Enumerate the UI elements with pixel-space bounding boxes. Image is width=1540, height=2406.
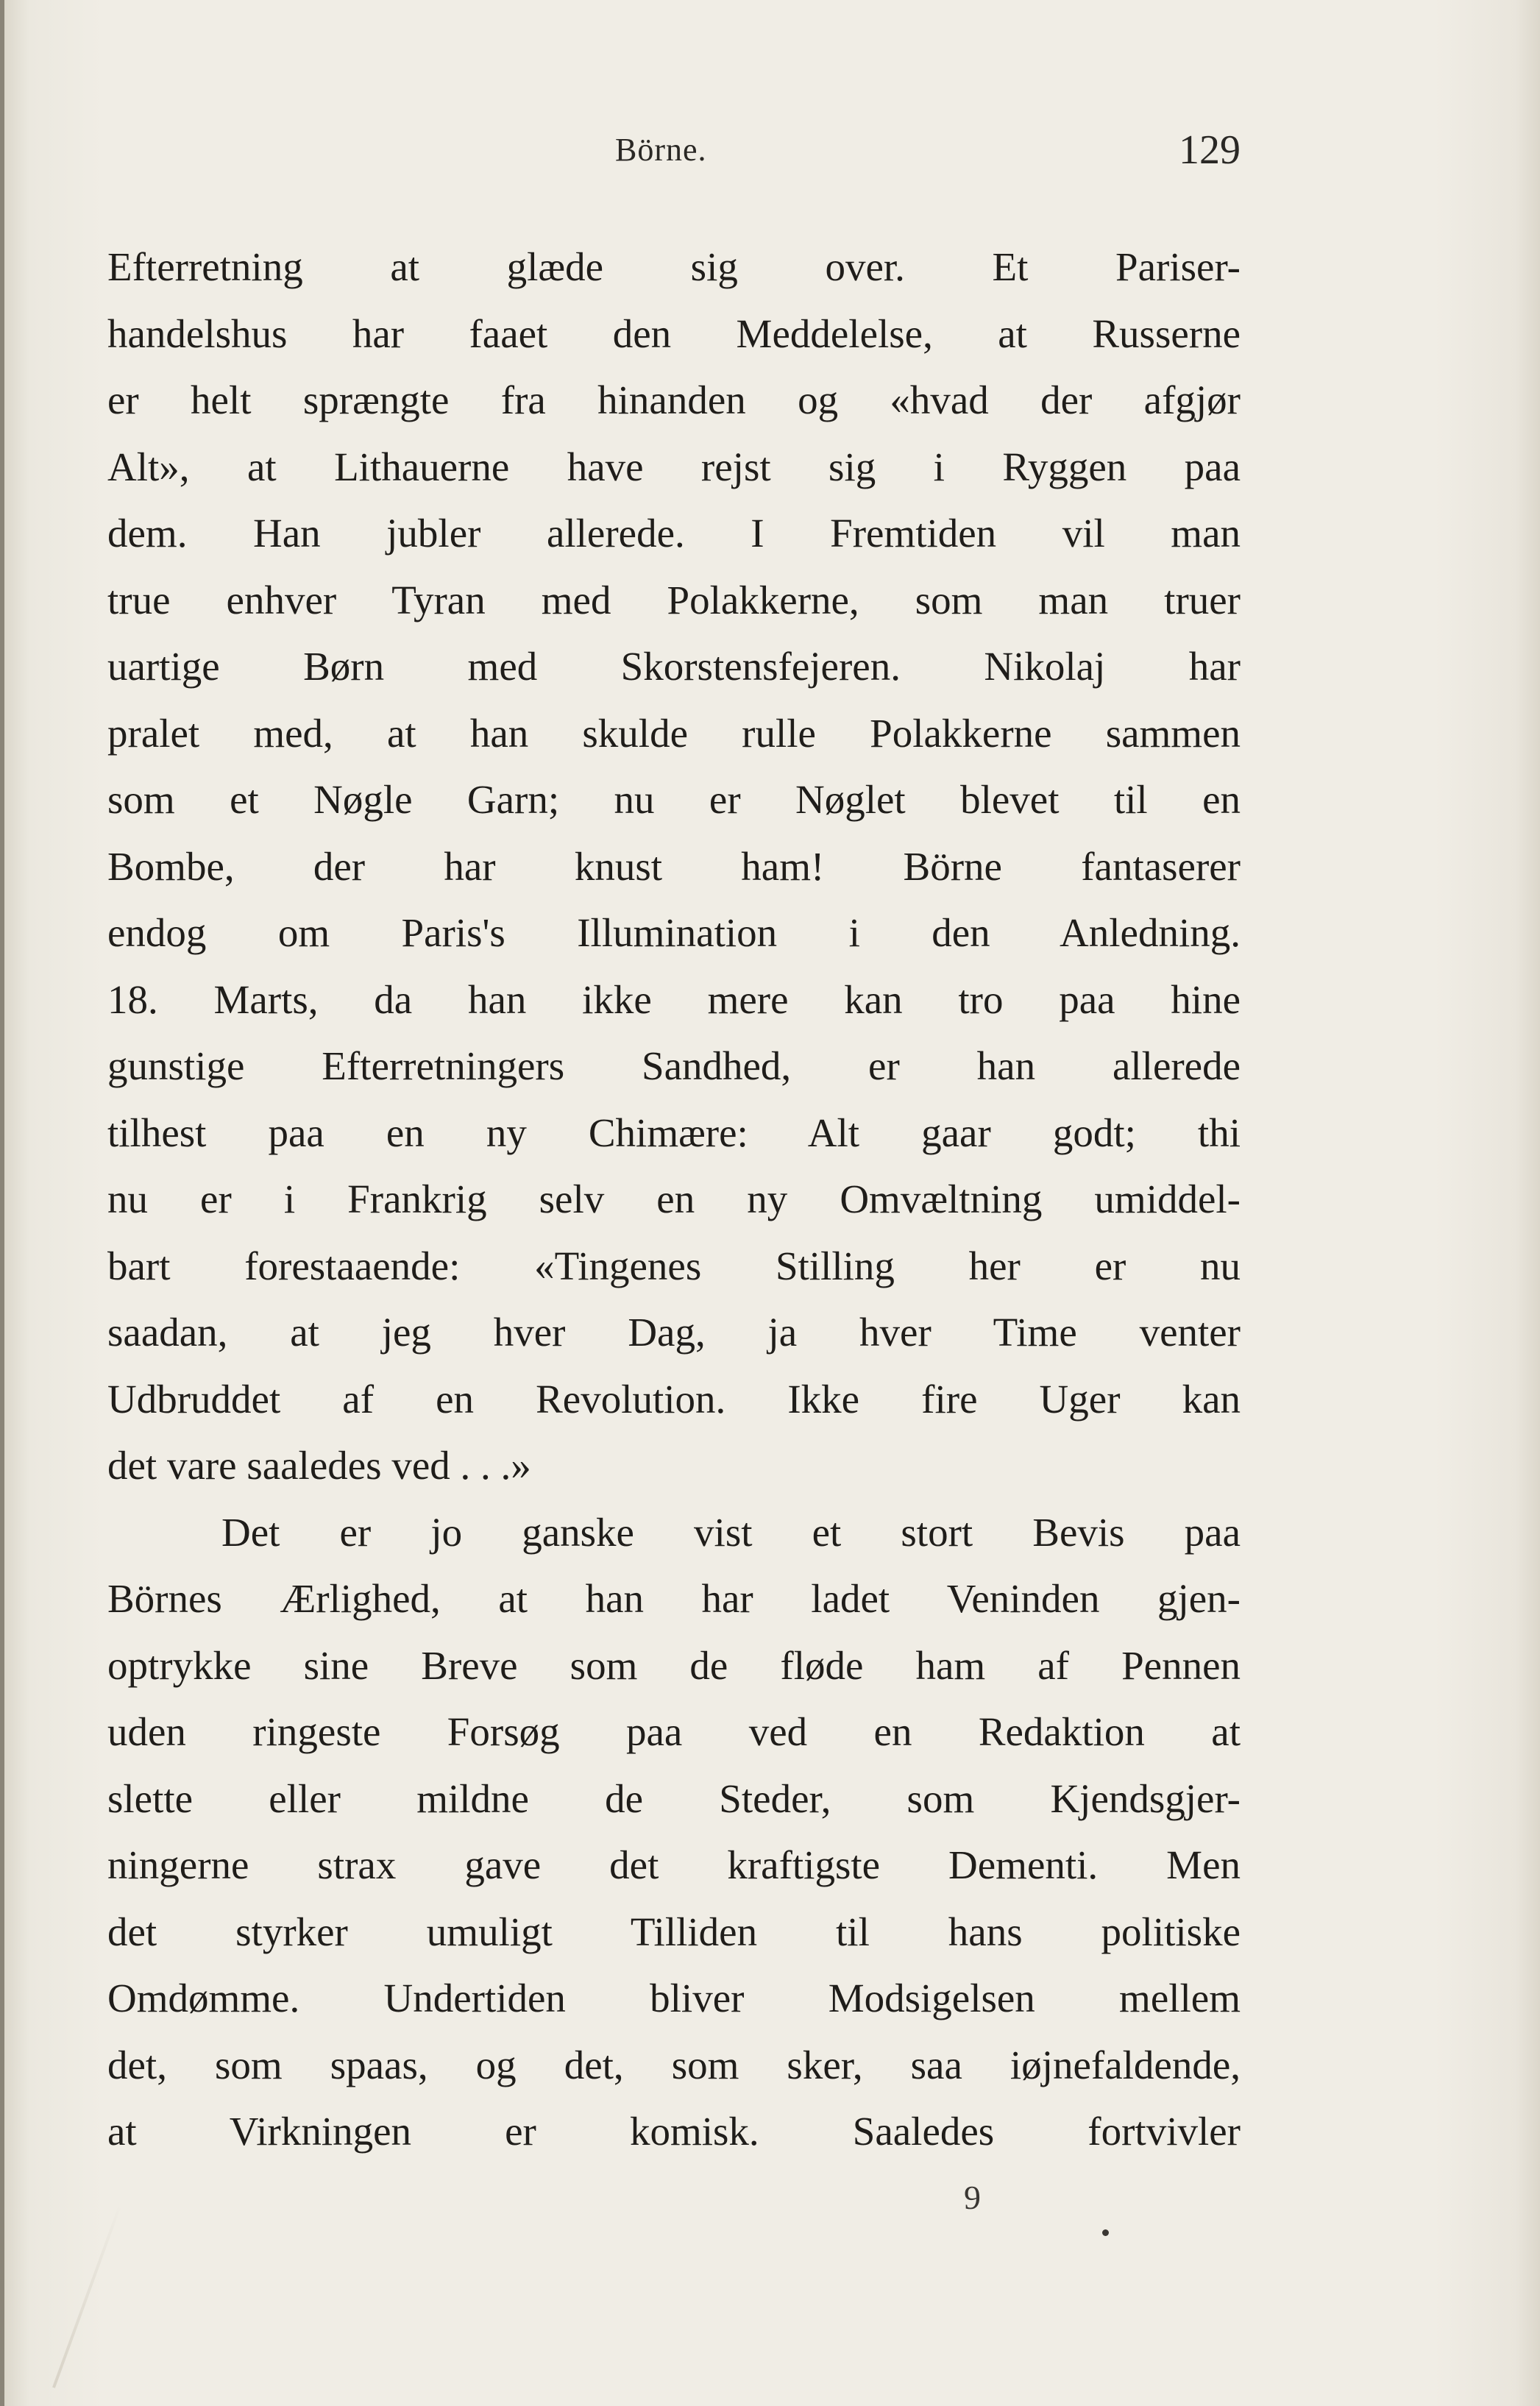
- text-line: Udbruddet af en Revolution. Ikke fire Uger kan: [107, 1376, 1241, 1422]
- text-line: 18. Marts, da han ikke mere kan tro paa hine: [107, 976, 1241, 1022]
- text-line: det styrker umuligt Tilliden til hans politiske: [107, 1909, 1241, 1954]
- text-line: Omdømme. Undertiden bliver Modsigelsen mellem: [107, 1976, 1241, 2020]
- text-line: uden ringeste Forsøg paa ved en Redaktion at: [107, 1709, 1241, 1754]
- text-line: dem. Han jubler allerede. I Fremtiden vil man: [107, 511, 1241, 556]
- text-line: endog om Paris's Illumination i den Anledning.: [107, 910, 1241, 955]
- text-line: er helt sprængte fra hinanden og «hvad der afgjør: [107, 377, 1241, 422]
- paragraph-start-line: Det er jo ganske vist et stort Bevis paa: [221, 1509, 1241, 1555]
- page-header: [107, 125, 1241, 184]
- page-number: 129: [1179, 127, 1241, 173]
- text-line: Alt», at Lithauerne have rejst sig i Ryggen paa: [107, 444, 1241, 489]
- text-line: bart forestaaende: «Tingenes Stilling her er nu: [107, 1243, 1241, 1288]
- text-line: uartige Børn med Skorstensfejeren. Nikolaj har: [107, 644, 1241, 689]
- text-line: som et Nøgle Garn; nu er Nøglet blevet til en: [107, 777, 1241, 822]
- paper-mark: [52, 2207, 121, 2388]
- text-line: handelshus har faaet den Meddelelse, at Russerne: [107, 310, 1241, 356]
- text-line: gunstige Efterretningers Sandhed, er han allerede: [107, 1043, 1241, 1088]
- text-line: ningerne strax gave det kraftigste Dementi. Men: [107, 1842, 1241, 1887]
- signature-mark: 9: [964, 2179, 981, 2216]
- ink-dot: [1102, 2229, 1109, 2236]
- text-line: det, som spaas, og det, som sker, saa iøjnefaldende,: [107, 2042, 1241, 2087]
- running-head: Börne.: [615, 132, 707, 168]
- text-line: pralet med, at han skulde rulle Polakkerne sammen: [107, 710, 1241, 756]
- text-line: det vare saaledes ved . . .»: [107, 1443, 531, 1488]
- page-edge: [0, 0, 4, 2406]
- text-line: tilhest paa en ny Chimære: Alt gaar godt; thi: [107, 1110, 1241, 1155]
- text-line: true enhver Tyran med Polakkerne, som man truer: [107, 577, 1241, 622]
- text-line: nu er i Frankrig selv en ny Omvæltning umiddel-: [107, 1177, 1241, 1221]
- text-line: Bombe, der har knust ham! Börne fantaserer: [107, 843, 1241, 889]
- text-line: Efterretning at glæde sig over. Et Pariser-: [107, 244, 1241, 289]
- text-line: saadan, at jeg hver Dag, ja hver Time venter: [107, 1310, 1241, 1355]
- text-line: Börnes Ærlighed, at han har ladet Veninden gjen-: [107, 1576, 1241, 1621]
- text-line: slette eller mildne de Steder, som Kjendsgjer-: [107, 1775, 1241, 1821]
- text-line: at Virkningen er komisk. Saaledes fortvivler: [107, 2109, 1241, 2154]
- body-text: [107, 234, 1241, 2165]
- text-line: optrykke sine Breve som de fløde ham af Pennen: [107, 1642, 1241, 1688]
